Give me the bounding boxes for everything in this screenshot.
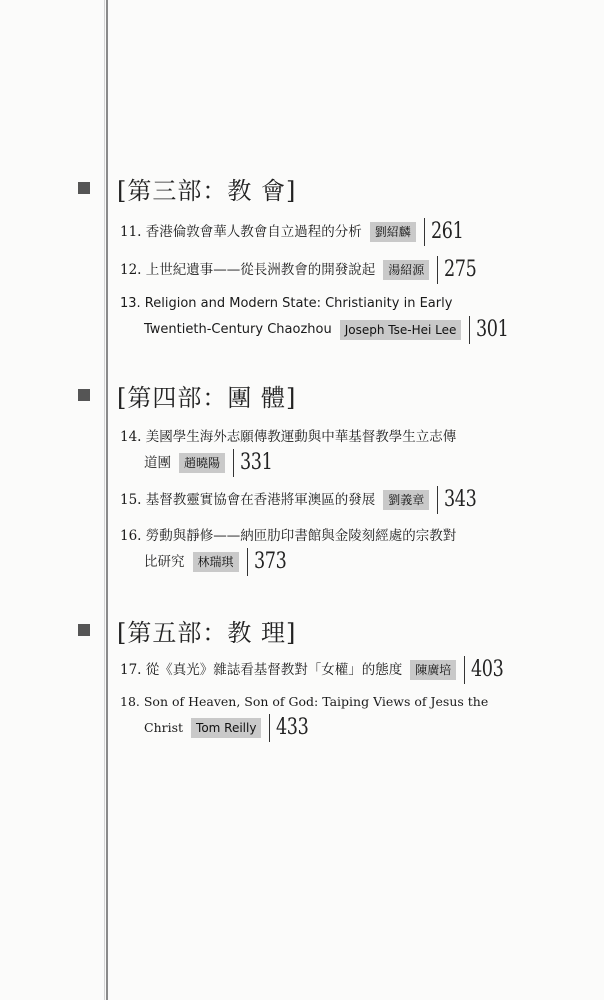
entry-page-number: 301 bbox=[476, 317, 509, 342]
page-divider bbox=[437, 486, 438, 514]
entry-author: 陳廣培 bbox=[410, 660, 456, 680]
entry-title-cont: Christ bbox=[144, 720, 184, 735]
entry-page-number: 373 bbox=[253, 549, 286, 574]
toc-entry-17[interactable] bbox=[120, 656, 512, 684]
entry-title-cont: 比研究 bbox=[144, 554, 185, 570]
entry-page-number: 403 bbox=[471, 657, 504, 682]
entry-title-cont: 道團 bbox=[144, 455, 171, 471]
entry-title: 14. 美國學生海外志願傳教運動與中華基督教學生立志傳 bbox=[120, 429, 457, 445]
page-spine-shadow bbox=[104, 0, 105, 1000]
toc-entry-11[interactable] bbox=[120, 218, 471, 246]
section-title: [第五部：教 理] bbox=[117, 618, 297, 647]
toc-entry-14[interactable] bbox=[120, 425, 456, 477]
section-bullet-icon bbox=[78, 389, 90, 401]
entry-title: 16. 勞動與靜修——納匝肋印書館與金陵刻經處的宗教對 bbox=[120, 528, 457, 544]
entry-author: 林瑞琪 bbox=[193, 552, 239, 572]
section-part-3 bbox=[78, 170, 296, 206]
toc-entry-15[interactable] bbox=[120, 486, 485, 514]
page-divider bbox=[469, 316, 470, 344]
section-part-5 bbox=[78, 612, 296, 648]
entry-page-number: 343 bbox=[444, 487, 477, 512]
entry-title: 13. Religion and Modern State: Christianity in Early bbox=[120, 296, 453, 311]
entry-page-number: 275 bbox=[444, 257, 477, 282]
section-title: [第四部：團 體] bbox=[117, 383, 297, 412]
page-divider bbox=[247, 548, 248, 576]
page-divider bbox=[424, 218, 425, 246]
section-part-4 bbox=[78, 377, 296, 413]
entry-page-number: 433 bbox=[276, 715, 309, 740]
entry-author: Joseph Tse-Hei Lee bbox=[340, 320, 462, 340]
page-divider bbox=[437, 256, 438, 284]
entry-title: 18. Son of Heaven, Son of God: Taiping Views of Jesus the bbox=[120, 694, 489, 709]
page-spine-line bbox=[106, 0, 108, 1000]
page-divider bbox=[233, 449, 234, 477]
entry-title: 12. 上世紀遺事——從長洲教會的開發說起 bbox=[120, 262, 376, 278]
entry-title: 17. 從《真光》雜誌看基督教對「女權」的態度 bbox=[120, 662, 403, 678]
page-divider bbox=[269, 714, 270, 742]
entry-title: 11. 香港倫敦會華人教會自立過程的分析 bbox=[120, 224, 362, 240]
toc-entry-12[interactable] bbox=[120, 256, 485, 284]
section-bullet-icon bbox=[78, 182, 90, 194]
section-bullet-icon bbox=[78, 624, 90, 636]
toc-entry-13[interactable] bbox=[120, 292, 517, 344]
entry-page-number: 261 bbox=[430, 219, 464, 244]
entry-author: Tom Reilly bbox=[191, 718, 261, 738]
entry-author: 湯紹源 bbox=[383, 260, 429, 280]
entry-author: 劉義章 bbox=[383, 490, 429, 510]
toc-entry-18[interactable] bbox=[120, 690, 488, 742]
entry-page-number: 331 bbox=[240, 450, 273, 475]
toc-entry-16[interactable] bbox=[120, 524, 456, 576]
entry-author: 劉紹麟 bbox=[370, 222, 416, 242]
section-title: [第三部：教 會] bbox=[117, 176, 297, 205]
entry-title-cont: Twentieth-Century Chaozhou bbox=[144, 322, 332, 337]
entry-author: 趙曉陽 bbox=[179, 453, 225, 473]
entry-title: 15. 基督教靈實協會在香港將軍澳區的發展 bbox=[120, 492, 376, 508]
page-divider bbox=[464, 656, 465, 684]
